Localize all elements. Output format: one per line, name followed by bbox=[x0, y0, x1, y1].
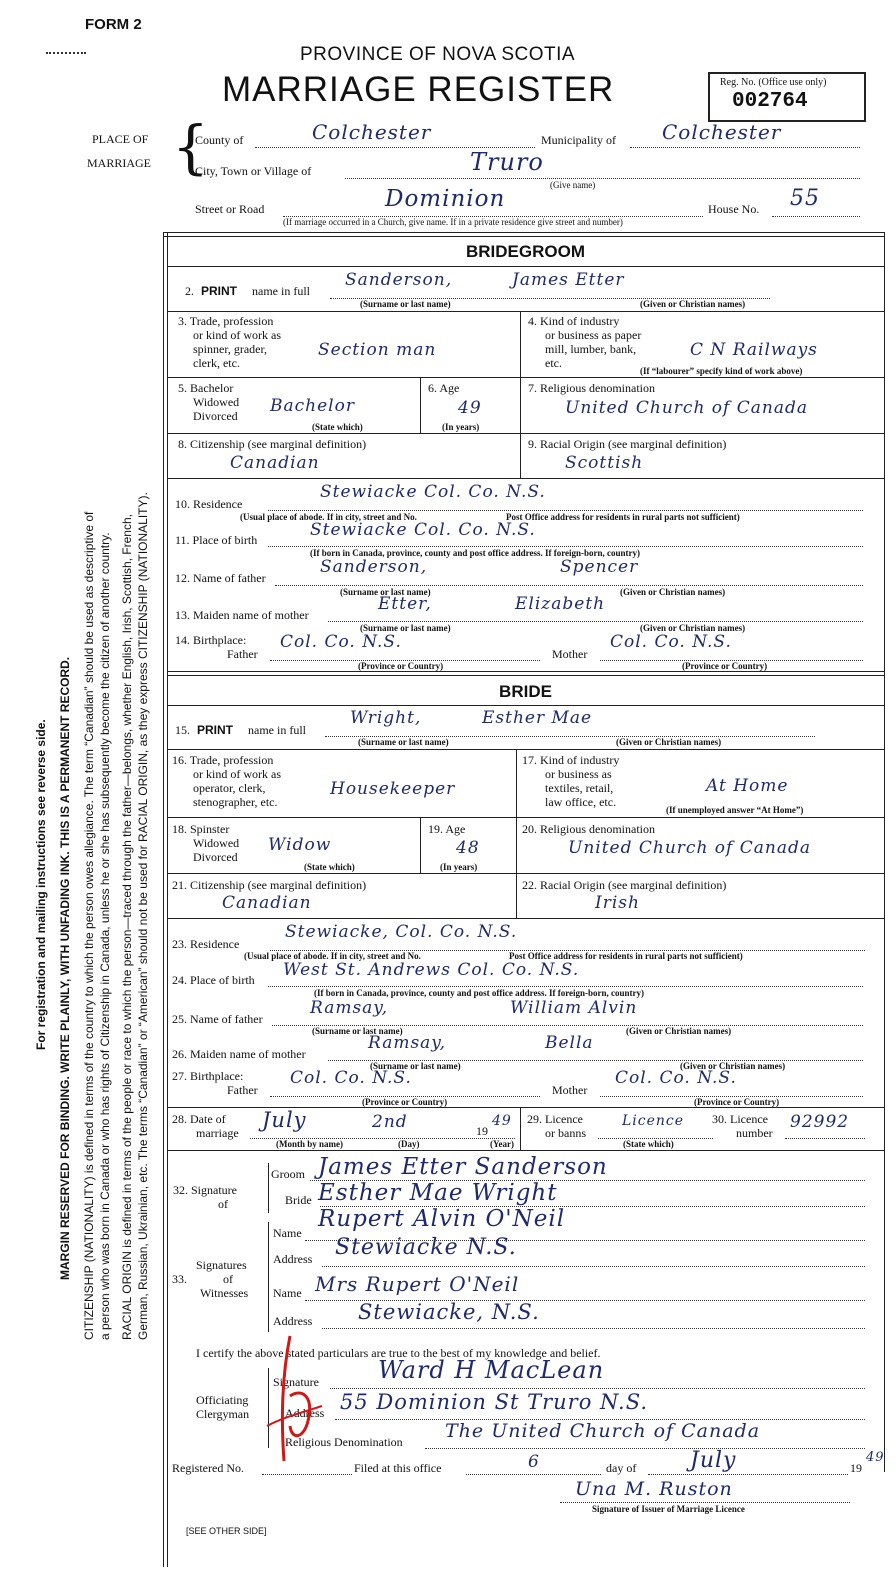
groom-surname: Sanderson, bbox=[345, 270, 453, 290]
f32-label-a: 32. Signature bbox=[173, 1183, 237, 1197]
groom-f4-caption: (If “labourer” specify kind of work above) bbox=[640, 366, 803, 376]
licence-type: Licence bbox=[622, 1113, 685, 1129]
clergy-address-label: Address bbox=[285, 1406, 325, 1420]
bride-trade: Housekeeper bbox=[330, 779, 456, 799]
bride-f15-num: 15. bbox=[175, 723, 190, 737]
issuer-caption: Signature of Issuer of Marriage Licence bbox=[592, 1504, 745, 1514]
year-caption: (Year) bbox=[490, 1139, 514, 1149]
f32-label-b: of bbox=[218, 1197, 228, 1211]
marriage-year: 49 bbox=[492, 1113, 512, 1129]
bride-f19-label: 19. Age bbox=[428, 822, 466, 836]
bride-mother-given: Bella bbox=[545, 1033, 594, 1053]
bride-f22-label: 22. Racial Origin (see marginal definition) bbox=[522, 878, 727, 892]
bride-given: Esther Mae bbox=[482, 708, 593, 728]
groom-f3-label-3: spinner, grader, bbox=[193, 342, 268, 356]
bride-surname: Wright, bbox=[350, 708, 422, 728]
groom-f7-label: 7. Religious denomination bbox=[528, 381, 655, 395]
day-caption: (Day) bbox=[398, 1139, 420, 1149]
filed-month: July bbox=[690, 1448, 737, 1473]
bride-f25-label: 25. Name of father bbox=[172, 1012, 263, 1026]
sidebar-line-2: MARGIN RESERVED FOR BINDING. WRITE PLAINLY, WITH UNFADING INK. THIS IS A PERMANENT RECORD. bbox=[58, 656, 72, 1280]
groom-f10-label: 10. Residence bbox=[175, 497, 243, 511]
marriage-month: July bbox=[262, 1108, 307, 1132]
groom-mother-birthplace: Col. Co. N.S. bbox=[610, 632, 732, 652]
groom-f14-caption-father: (Province or Country) bbox=[358, 661, 444, 671]
bride-f18-label-2: Widowed bbox=[193, 836, 240, 850]
groom-f12-given-caption: (Given or Christian names) bbox=[620, 587, 726, 597]
groom-given-caption: (Given or Christian names) bbox=[640, 299, 746, 309]
sidebar-line-5: RACIAL ORIGIN is defined in terms of the people or race to which the person—traced through the father—belongs, whether English, Irish, Scottish, French, bbox=[120, 514, 134, 1340]
groom-sig-label: Groom bbox=[271, 1167, 305, 1181]
bride-f24-label: 24. Place of birth bbox=[172, 973, 255, 987]
groom-f9-label: 9. Racial Origin (see marginal definition) bbox=[528, 437, 727, 451]
month-caption: (Month by name) bbox=[276, 1139, 343, 1149]
clergy-address: 55 Dominion St Truro N.S. bbox=[340, 1390, 649, 1414]
bride-f18-label-1: 18. Spinster bbox=[172, 822, 230, 836]
bride-f27-label-a: 27. Birthplace: bbox=[172, 1069, 244, 1083]
f29-label-a: 29. Licence bbox=[527, 1112, 583, 1126]
bride-given-caption: (Given or Christian names) bbox=[616, 737, 722, 747]
bride-sig-label: Bride bbox=[285, 1193, 312, 1207]
bride-age: 48 bbox=[456, 838, 480, 858]
form-label: FORM 2 bbox=[85, 16, 142, 33]
officiating-label-b: Clergyman bbox=[196, 1407, 250, 1421]
sidebar-line-4: a person who was born in Canada or who has rights of Citizenship in Canada, unless he or she has subsequently become the citizen of another country. bbox=[98, 532, 112, 1340]
f33-label-2: of bbox=[223, 1272, 233, 1286]
denomination-label: Religious Denomination bbox=[285, 1435, 403, 1449]
municipality-label: Municipality of bbox=[541, 133, 616, 147]
sidebar-line-3: CITIZENSHIP (NATIONALITY) is defined in terms of the country to which the person owes allegiance. The term “Canadian” should be used as descriptive of bbox=[82, 511, 96, 1340]
groom-f2-label: name in full bbox=[252, 284, 310, 298]
groom-racial: Scottish bbox=[565, 453, 644, 473]
sidebar-line-6: German, Russian, Ukrainian, etc. The terms “Canadian” or “American” should not be used for RACIAL ORIGIN, as they express CITIZENSHIP (NATIONALITY). bbox=[136, 492, 150, 1340]
witness1-address: Stewiacke N.S. bbox=[335, 1235, 517, 1260]
bride-status: Widow bbox=[268, 835, 332, 855]
groom-f13-surname-caption: (Surname or last name) bbox=[360, 623, 451, 633]
groom-status: Bachelor bbox=[270, 396, 355, 416]
witness1-name: Rupert Alvin O'Neil bbox=[318, 1206, 566, 1232]
groom-state-caption: (State which) bbox=[312, 422, 363, 432]
groom-f12-label: 12. Name of father bbox=[175, 571, 266, 585]
groom-birthplace: Stewiacke Col. Co. N.S. bbox=[310, 520, 536, 540]
place-note: (If marriage occurred in a Church, give name. If in a private residence give street and number) bbox=[283, 217, 623, 227]
bride-f23-caption-b: Post Office address for residents in rural parts not sufficient) bbox=[509, 951, 743, 961]
bride-f15-label: name in full bbox=[248, 723, 306, 737]
marriage-year-prefix: 19 bbox=[476, 1124, 488, 1138]
groom-f10-caption-a: (Usual place of abode. If in city, street and No. bbox=[240, 512, 417, 522]
bride-racial: Irish bbox=[595, 893, 640, 913]
registered-label: Registered No. bbox=[172, 1461, 244, 1475]
municipality-value: Colchester bbox=[662, 120, 782, 144]
bride-f24-caption: (If born in Canada, province, county and post office address. If foreign-born, country) bbox=[314, 988, 645, 998]
groom-f10-caption-b: Post Office address for residents in rural parts not sufficient) bbox=[506, 512, 740, 522]
w2-name-label: Name bbox=[273, 1286, 302, 1300]
corner-mark bbox=[46, 52, 86, 54]
groom-f14-caption-mother: (Province or Country) bbox=[682, 661, 768, 671]
bride-f16-label-2: or kind of work as bbox=[193, 767, 281, 781]
w1-name-label: Name bbox=[273, 1226, 302, 1240]
groom-age: 49 bbox=[458, 398, 482, 418]
bride-f23-label: 23. Residence bbox=[172, 937, 240, 951]
w2-address-label: Address bbox=[273, 1314, 313, 1328]
groom-f4-label-2: or business as paper bbox=[545, 328, 642, 342]
reg-label: Reg. No. (Office use only) bbox=[720, 77, 827, 88]
bride-f15-print: PRINT bbox=[197, 723, 233, 737]
f33-label-1: Signatures bbox=[196, 1258, 247, 1272]
groom-religion: United Church of Canada bbox=[565, 398, 808, 418]
witness2-name: Mrs Rupert O'Neil bbox=[315, 1272, 520, 1296]
groom-f3-label-1: 3. Trade, profession bbox=[178, 314, 274, 328]
groom-f4-label-4: etc. bbox=[545, 356, 562, 370]
province-heading: PROVINCE OF NOVA SCOTIA bbox=[300, 44, 576, 65]
bride-father-surname: Ramsay, bbox=[310, 998, 389, 1018]
bride-religion: United Church of Canada bbox=[568, 838, 811, 858]
f28-label-b: marriage bbox=[196, 1126, 239, 1140]
see-other-side: [SEE OTHER SIDE] bbox=[186, 1526, 267, 1536]
groom-given: James Etter bbox=[512, 270, 625, 290]
street-label: Street or Road bbox=[195, 202, 265, 216]
groom-mother-given: Elizabeth bbox=[515, 594, 606, 614]
place-label-a: PLACE OF bbox=[92, 132, 149, 146]
bridegroom-heading: BRIDEGROOM bbox=[466, 242, 585, 261]
groom-f13-label: 13. Maiden name of mother bbox=[175, 608, 309, 622]
groom-industry: C N Railways bbox=[690, 340, 818, 360]
place-label-b: MARRIAGE bbox=[87, 156, 152, 170]
groom-signature: James Etter Sanderson bbox=[318, 1154, 608, 1180]
bride-residence: Stewiacke, Col. Co. N.S. bbox=[285, 922, 518, 942]
bride-f18-label-3: Divorced bbox=[193, 850, 238, 864]
street-value: Dominion bbox=[385, 186, 506, 212]
county-value: Colchester bbox=[312, 120, 432, 144]
reg-box bbox=[708, 72, 866, 122]
groom-f2-num: 2. bbox=[185, 284, 194, 298]
groom-f3-label-4: clerk, etc. bbox=[193, 356, 240, 370]
bride-f16-label-3: operator, clerk, bbox=[193, 781, 266, 795]
reg-number: 002764 bbox=[732, 90, 808, 113]
day-of-label: day of bbox=[606, 1461, 637, 1475]
licence-number: 92992 bbox=[790, 1112, 850, 1132]
bride-state-caption: (State which) bbox=[304, 862, 355, 872]
house-label: House No. bbox=[708, 202, 760, 216]
clergy-denomination: The United Church of Canada bbox=[445, 1420, 761, 1442]
bride-f25-given-caption: (Given or Christian names) bbox=[626, 1026, 732, 1036]
w1-address-label: Address bbox=[273, 1252, 313, 1266]
bride-f27-caption-father: (Province or Country) bbox=[362, 1097, 448, 1107]
groom-father-surname: Sanderson, bbox=[320, 557, 428, 577]
bride-mother-label: Mother bbox=[552, 1083, 588, 1097]
filed-label: Filed at this office bbox=[354, 1461, 442, 1475]
groom-f5-label-2: Widowed bbox=[193, 395, 240, 409]
groom-surname-caption: (Surname or last name) bbox=[360, 299, 451, 309]
groom-f4-label-1: 4. Kind of industry bbox=[528, 314, 620, 328]
f33-num: 33. bbox=[172, 1272, 187, 1286]
bride-mother-birthplace: Col. Co. N.S. bbox=[615, 1068, 737, 1088]
bride-citizenship: Canadian bbox=[222, 893, 312, 913]
f33-label-3: Witnesses bbox=[200, 1286, 249, 1300]
officiating-label-a: Officiating bbox=[196, 1393, 249, 1407]
marriage-day: 2nd bbox=[372, 1112, 408, 1132]
witness2-address: Stewiacke, N.S. bbox=[358, 1300, 540, 1324]
groom-f3-label-2: or kind of work as bbox=[193, 328, 281, 342]
groom-f8-label: 8. Citizenship (see marginal definition) bbox=[178, 437, 367, 451]
groom-f13-given-caption: (Given or Christian names) bbox=[640, 623, 746, 633]
bride-birthplace: West St. Andrews Col. Co. N.S. bbox=[283, 960, 580, 980]
bride-f27-label-b: Father bbox=[227, 1083, 258, 1097]
groom-f5-label-3: Divorced bbox=[193, 409, 238, 423]
filed-day: 6 bbox=[528, 1452, 540, 1472]
bride-f17-label-2: or business as bbox=[545, 767, 612, 781]
groom-years-caption: (In years) bbox=[442, 422, 480, 432]
bride-f26-given-caption: (Given or Christian names) bbox=[680, 1061, 786, 1071]
groom-f4-label-3: mill, lumber, bank, bbox=[545, 342, 637, 356]
bride-f17-label-3: textiles, retail, bbox=[545, 781, 614, 795]
bride-industry: At Home bbox=[706, 776, 789, 796]
licence-state-caption: (State which) bbox=[623, 1139, 674, 1149]
red-check-mark bbox=[262, 1326, 332, 1466]
bride-f26-label: 26. Maiden name of mother bbox=[172, 1047, 306, 1061]
filed-year: 49 bbox=[866, 1450, 885, 1465]
groom-citizenship: Canadian bbox=[230, 453, 320, 473]
bride-signature: Esther Mae Wright bbox=[318, 1180, 558, 1206]
bride-f26-surname-caption: (Surname or last name) bbox=[370, 1061, 461, 1071]
certify-statement: I certify the above stated particulars are true to the best of my knowledge and belief. bbox=[196, 1346, 601, 1360]
groom-f11-caption: (If born in Canada, province, county and post office address. If foreign-born, country) bbox=[310, 548, 641, 558]
give-name-caption: (Give name) bbox=[550, 180, 596, 190]
city-value: Truro bbox=[470, 148, 544, 176]
clergy-signature: Ward H MacLean bbox=[378, 1356, 605, 1384]
bride-f27-caption-mother: (Province or Country) bbox=[694, 1097, 780, 1107]
groom-f12-surname-caption: (Surname or last name) bbox=[340, 587, 431, 597]
f30-label-a: 30. Licence bbox=[712, 1112, 768, 1126]
groom-f14-label-a: 14. Birthplace: bbox=[175, 633, 247, 647]
sidebar-line-1: For registration and mailing instructions see reverse side. bbox=[34, 719, 48, 1050]
bride-years-caption: (In years) bbox=[440, 862, 478, 872]
bride-f25-surname-caption: (Surname or last name) bbox=[312, 1026, 403, 1036]
groom-f5-label-1: 5. Bachelor bbox=[178, 381, 234, 395]
issuer-signature: Una M. Ruston bbox=[575, 1478, 733, 1500]
groom-mother-label: Mother bbox=[552, 647, 588, 661]
groom-f11-label: 11. Place of birth bbox=[175, 533, 258, 547]
f30-label-b: number bbox=[736, 1126, 773, 1140]
bride-f23-caption-a: (Usual place of abode. If in city, street and No. bbox=[244, 951, 421, 961]
page-title: MARRIAGE REGISTER bbox=[222, 70, 615, 109]
bride-f16-label-1: 16. Trade, profession bbox=[172, 753, 274, 767]
f29-label-b: or banns bbox=[545, 1126, 586, 1140]
bride-f17-label-1: 17. Kind of industry bbox=[522, 753, 620, 767]
f28-label-a: 28. Date of bbox=[172, 1112, 226, 1126]
house-value: 55 bbox=[790, 186, 820, 211]
bride-f21-label: 21. Citizenship (see marginal definition) bbox=[172, 878, 367, 892]
groom-father-given: Spencer bbox=[560, 557, 639, 577]
groom-f2-print: PRINT bbox=[201, 284, 237, 298]
filed-year-prefix: 19 bbox=[850, 1461, 862, 1475]
place-brace: { bbox=[172, 113, 209, 181]
groom-residence: Stewiacke Col. Co. N.S. bbox=[320, 482, 546, 502]
bride-f17-caption: (If unemployed answer “At Home”) bbox=[666, 805, 804, 815]
city-label: City, Town or Village of bbox=[195, 164, 312, 178]
clergy-signature-label: Signature bbox=[273, 1375, 319, 1389]
bride-surname-caption: (Surname or last name) bbox=[358, 737, 449, 747]
bride-f16-label-4: stenographer, etc. bbox=[193, 795, 278, 809]
groom-f6-label: 6. Age bbox=[428, 381, 460, 395]
bride-f17-label-4: law office, etc. bbox=[545, 795, 617, 809]
bride-mother-surname: Ramsay, bbox=[368, 1033, 447, 1053]
groom-mother-surname: Etter, bbox=[378, 594, 432, 614]
county-label: County of bbox=[195, 133, 244, 147]
bride-father-given: William Alvin bbox=[510, 998, 638, 1018]
groom-f14-label-b: Father bbox=[227, 647, 258, 661]
groom-trade: Section man bbox=[318, 340, 437, 360]
bride-father-birthplace: Col. Co. N.S. bbox=[290, 1068, 412, 1088]
bride-f20-label: 20. Religious denomination bbox=[522, 822, 655, 836]
bride-heading: BRIDE bbox=[499, 682, 552, 701]
groom-father-birthplace: Col. Co. N.S. bbox=[280, 632, 402, 652]
